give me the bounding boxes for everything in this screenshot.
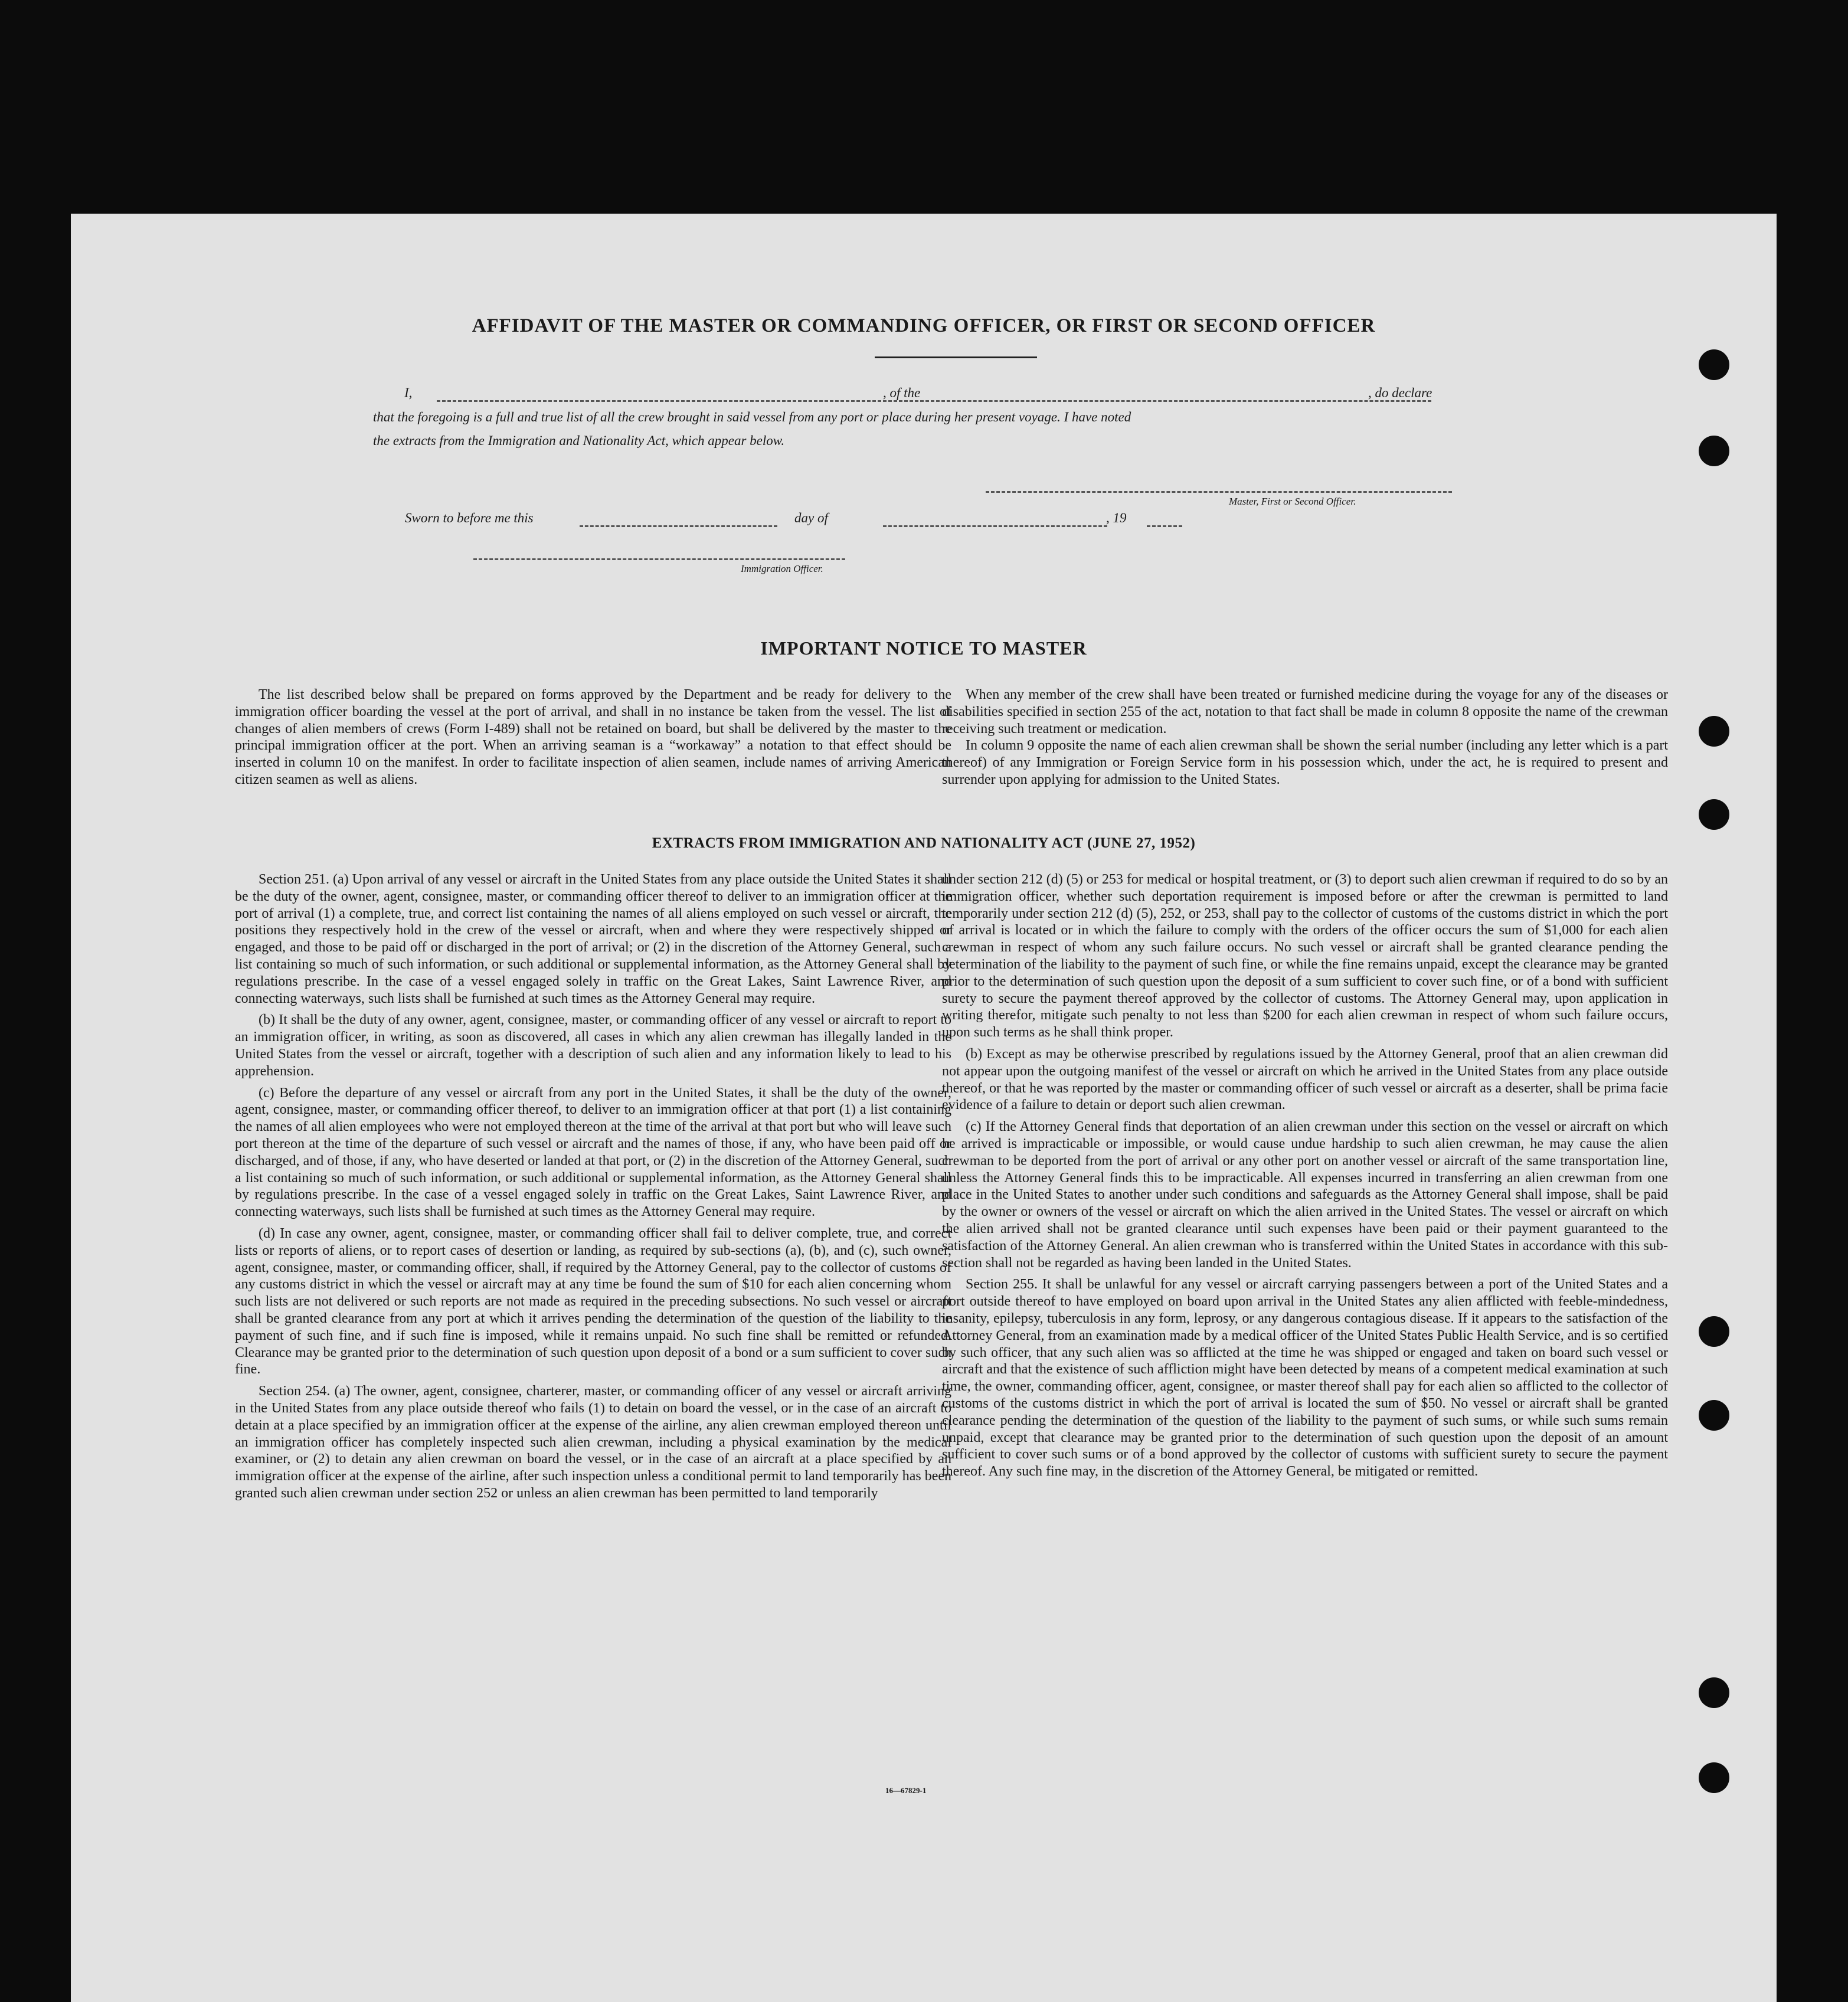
punch-hole [1699,1677,1729,1708]
notice-right-column [942,686,1668,793]
master-signature-line[interactable] [986,491,1452,493]
punch-hole [1699,1400,1729,1431]
section-paragraph: (c) If the Attorney General finds that deportation of an alien crewman under this section on the vessel or aircraft on which he arrived is impracticable or impossible, or would cause undue hardship to such alien crewman, he may cause the alien crewman to be deported from the port of arrival or any other port on another vessel or aircraft of the same transportation line, unless the Attorney General finds this to be impracticable. All expenses incurred in transferring an alien crewman from one place in the United States to another under such conditions and safeguards as the Attorney General shall impose, shall be paid by the owner or owners of the vessel or aircraft on which the alien arrived in the United States. The vessel or aircraft on which the alien arrived shall not be granted clearance until such expenses have been paid or their payment guaranteed to the satisfaction of the Attorney General. An alien crewman who is transferred within the United States in accordance with this sub-section shall not be regarded as having been landed in the United States. [942,1119,1668,1271]
sworn-day-field[interactable] [580,525,777,527]
form-number: 16—67829-1 [885,1786,927,1795]
do-declare-label: , do declare [1368,385,1432,400]
document-page [71,214,1777,2002]
of-the-label: , of the [883,385,921,400]
immigration-officer-signature-line[interactable] [473,558,845,560]
punch-hole [1699,1316,1729,1347]
punch-hole [1699,1762,1729,1793]
notice-paragraph: The list described below shall be prepared on forms approved by the Department and be ready for delivery to the immigration officer boarding the vessel at the port of arrival, and shall in no instance be taken from the vessel. The list of changes of alien members of crews (Form I-489) shall not be retained on board, but shall be delivered by the master to the principal immigration officer at the port. When an arriving seaman is a “workaway” a notation to that effect should be inserted in column 10 on the manifest. In order to facilitate inspection of alien seamen, include names of arriving American citizen seamen as well as aliens. [235,687,951,787]
sworn-month-field[interactable] [883,525,1107,527]
extracts-title: EXTRACTS FROM IMMIGRATION AND NATIONALITY ACT (JUNE 27, 1952) [652,835,1196,851]
title-underline [875,356,1037,358]
declarant-name-field[interactable] [437,400,950,402]
notice-left-column [235,686,951,793]
declaration-line-3: the extracts from the Immigration and Nationality Act, which appear below. [373,433,785,448]
extracts-left-column [235,871,951,1507]
notice-paragraph: In column 9 opposite the name of each alien crewman shall be shown the serial number (including any letter which is a part thereof) of any Immigration or Foreign Service form in his possession which, under the act, he is required to present and surrender upon applying for admission to the United States. [942,738,1668,787]
section-paragraph: Section 251. (a) Upon arrival of any vessel or aircraft in the United States from any place outside the United States it shall be the duty of the owner, agent, consignee, master, or commanding officer thereof to deliver to an immigration officer at the port of arrival (1) a complete, true, and correct list containing the names of all aliens employed on such vessel or aircraft, the positions they respectively hold in the crew of the vessel or aircraft, when and where they were respectively shipped or engaged, and those to be paid off or discharged in the port of arrival; or (2) in the discretion of the Attorney General, such a list containing so much of such information, or such additional or supplemental information, as the Attorney General shall by regulations prescribe. In the case of a vessel engaged solely in traffic on the Great Lakes, Saint Lawrence River, and connecting waterways, such lists shall be furnished at such times as the Attorney General may require. [235,872,951,1006]
section-paragraph: (d) In case any owner, agent, consignee, master, or commanding officer shall fail to deliver complete, true, and correct lists or reports of aliens, or to report cases of desertion or landing, as required by sub-sections (a), (b), and (c), such owner, agent, consignee, master, or commanding officer, shall, if required by the Attorney General, pay to the collector of customs of any customs district in which the vessel or aircraft may at any time be found the sum of $10 for each alien concerning whom such lists are not delivered or such reports are not made as required in the preceding subsections. No such vessel or aircraft shall be granted clearance from any port at which it arrives pending the determination of the question of the liability to the payment of such fine, and if such fine is imposed, while it remains unpaid. No such fine shall be remitted or refunded. Clearance may be granted prior to the determination of such question upon deposit of a bond or a sum sufficient to cover such fine. [235,1225,951,1378]
punch-hole [1699,349,1729,380]
sworn-year-field[interactable] [1147,525,1182,527]
master-signature-label: Master, First or Second Officer. [1229,496,1356,507]
punch-hole [1699,436,1729,466]
affidavit-title: AFFIDAVIT OF THE MASTER OR COMMANDING OFFICER, OR FIRST OR SECOND OFFICER [472,315,1376,336]
notice-paragraph: When any member of the crew shall have been treated or furnished medicine during the voyage for any of the diseases or disabilities specified in section 255 of the act, notation to that fact shall be made in column 8 opposite the name of the crewman receiving such treatment or medication. [942,687,1668,737]
declarant-label: I, [404,385,413,400]
punch-hole [1699,716,1729,747]
immigration-officer-label: Immigration Officer. [741,563,823,574]
section-paragraph: (b) It shall be the duty of any owner, agent, consignee, master, or commanding officer of any vessel or aircraft to report to an immigration officer, in writing, as soon as discovered, all cases in which any alien crewman has illegally landed in the United States from the vessel or aircraft, together with a description of such alien and any information likely to lead to his apprehension. [235,1012,951,1079]
notice-title: IMPORTANT NOTICE TO MASTER [760,637,1087,659]
section-paragraph: (b) Except as may be otherwise prescribed by regulations issued by the Attorney General, proof that an alien crewman did not appear upon the outgoing manifest of the vessel or aircraft on which he arrived in the United States from any place outside thereof, or that he was reported by the master or commanding officer of such vessel or aircraft as a deserter, shall be prima facie evidence of a failure to detain or deport such alien crewman. [942,1046,1668,1113]
declaration-line-2: that the foregoing is a full and true list of all the crew brought in said vessel from any port or place during her present voyage. I have noted [373,410,1131,424]
punch-hole [1699,799,1729,830]
extracts-right-column [942,871,1668,1485]
sworn-label: Sworn to before me this [405,511,534,525]
section-paragraph: Section 254. (a) The owner, agent, consignee, charterer, master, or commanding officer of any vessel or aircraft arriving in the United States from any place outside thereof who fails (1) to detain on board the vessel, or in the case of an aircraft to detain at a place specified by an immigration officer at the expense of the airline, any alien crewman employed thereon until an immigration officer has completely inspected such alien crewman, including a physical examination by the medical examiner, or (2) to detain any alien crewman on board the vessel, or in the case of an aircraft at a place specified by an immigration officer at the expense of the airline, after such inspection unless a conditional permit to land temporarily has been granted such alien crewman under section 252 or unless an alien crewman has been permitted to land temporarily [235,1383,951,1501]
section-paragraph: Section 255. It shall be unlawful for any vessel or aircraft carrying passengers between a port of the United States and a port outside thereof to have employed on board upon arrival in the United States any alien afflicted with feeble-mindedness, insanity, epilepsy, tuberculosis in any form, leprosy, or any dangerous contagious disease. If it appears to the satisfaction of the Attorney General, from an examination made by a medical officer of the United States Public Health Service, and is so certified by such officer, that any such alien was so afflicted at the time he was shipped or engaged and taken on board such vessel or aircraft and that the existence of such affliction might have been detected by means of a competent medical examination at such time, the owner, commanding officer, agent, consignee, or master thereof shall pay for each alien so afflicted to the collector of customs of the customs district in which the port of arrival is located the sum of $50. No vessel or aircraft shall be granted clearance pending the determination of the question of the liability to the payment of such sums, or while such sums remain unpaid, except that clearance may be granted prior to the determination of such question upon the deposit of an amount sufficient to cover such sums or of a bond approved by the collector of customs with sufficient surety to secure the payment thereof. Any such fine may, in the discretion of the Attorney General, be mitigated or remitted. [942,1277,1668,1480]
section-paragraph: under section 212 (d) (5) or 253 for medical or hospital treatment, or (3) to deport such alien crewman if required to do so by an immigration officer, whether such deportation requirement is imposed before or after the crewman is permitted to land temporarily under section 212 (d) (5), 252, or 253, shall pay to the collector of customs of the customs district in which the port of arrival is located or in which the failure to comply with the orders of the officer occurs the sum of $1,000 for each alien crewman in respect of whom any such failure occurs. No such vessel or aircraft shall be granted clearance pending the determination of the liability to the payment of such fine, or while the fine remains unpaid, except the clearance may be granted prior to the determination of such question upon the deposit of a sum sufficient to cover such fine, or of a bond with sufficient surety to secure the payment thereof approved by the collector of customs. The Attorney General may, upon application in writing therefor, mitigate such penalty to not less than $200 for each alien crewman in respect of whom such failure occurs, upon such terms as he shall think proper. [942,872,1668,1041]
vessel-name-field[interactable] [941,400,1431,402]
day-of-label: day of [794,511,828,525]
section-paragraph: (c) Before the departure of any vessel or aircraft from any port in the United States, it shall be the duty of the owner, agent, consignee, master, or commanding officer thereof, to deliver to an immigration officer at that port (1) a list containing the names of all alien employees who were not employed thereon at the time of the arrival at that port but who will leave such port thereon at the time of the departure of such vessel or aircraft and the names of those, if any, who have been paid off or discharged, and of those, if any, who have deserted or landed at that port, or (2) in the discretion of the Attorney General, such a list containing so much of such information, or such additional or supplemental information, as the Attorney General shall by regulations prescribe. In the case of a vessel engaged solely in traffic on the Great Lakes, Saint Lawrence River, and connecting waterways, such lists shall be furnished at such times as the Attorney General may require. [235,1085,951,1220]
year-label: , 19 [1106,511,1127,525]
